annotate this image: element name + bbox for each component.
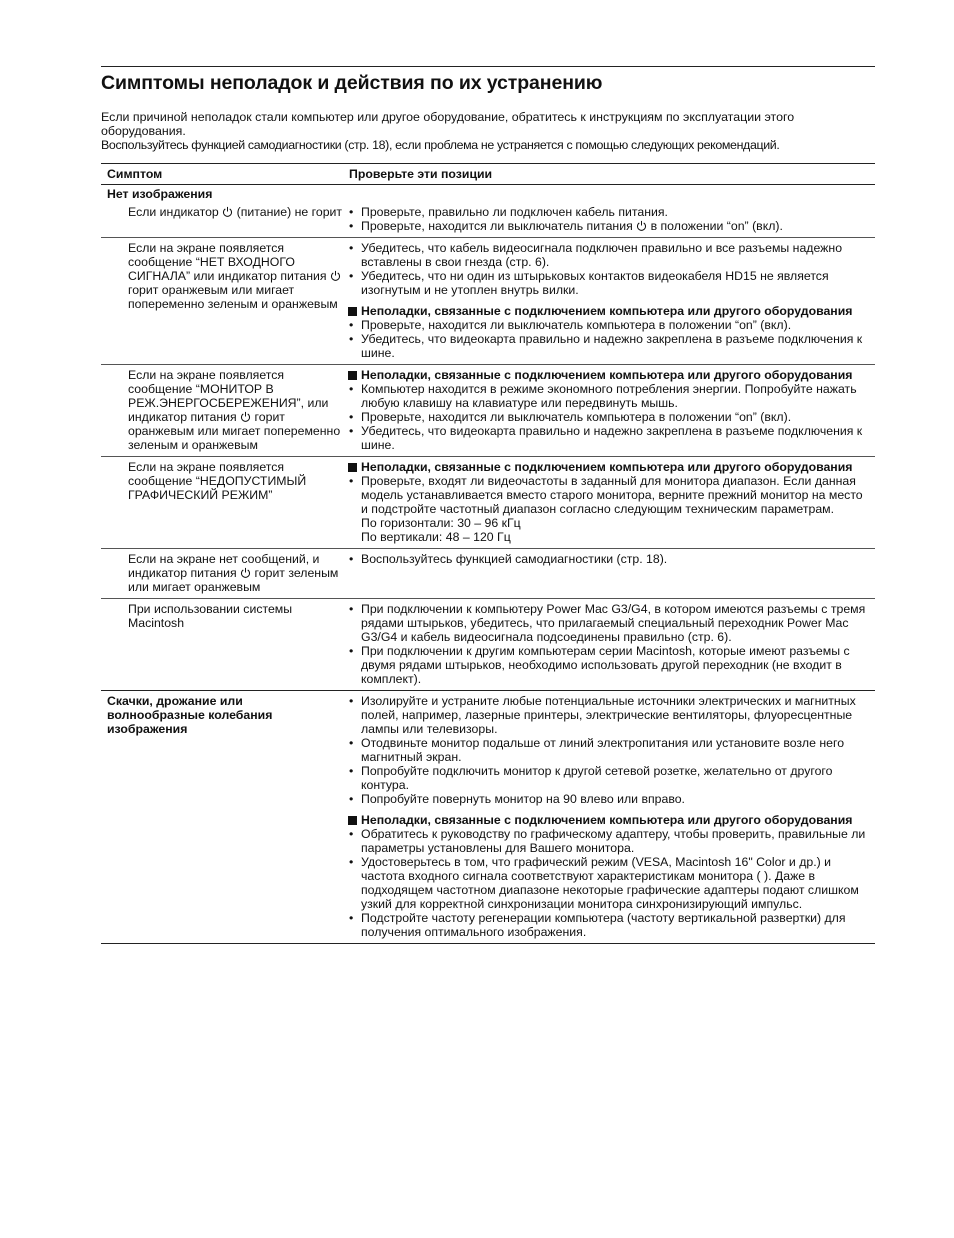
table-row bbox=[101, 549, 875, 599]
symptom-text: (питание) не горит bbox=[236, 205, 343, 219]
sub-heading: Неполадки, связанные с подключением компьютера или другого оборудования bbox=[347, 813, 871, 827]
check-cell bbox=[347, 691, 875, 944]
symptom-cell bbox=[101, 365, 347, 457]
table-row bbox=[101, 691, 875, 944]
table-row bbox=[101, 202, 875, 238]
symptom-cell: Если на экране появляется сообщение “НЕДОПУСТИМЫЙ ГРАФИЧЕСКИЙ РЕЖИМ” bbox=[101, 457, 347, 549]
list-item: • Проверьте, находится ли выключатель компьютера в положении “on” (вкл). bbox=[347, 318, 871, 332]
power-icon bbox=[222, 206, 233, 217]
list-item: • Убедитесь, что ни один из штырьковых контактов видеокабеля HD15 не является изогнутым и не утоплен внутрь вилки. bbox=[347, 269, 871, 297]
power-icon bbox=[240, 411, 251, 422]
table-row bbox=[101, 457, 875, 549]
symptom-text: горит зеленым или мигает оранжевым bbox=[128, 566, 339, 594]
intro-paragraph: Если причиной неполадок стали компьютер или другое оборудование, обратитесь к инструкциям по эксплуатации этого оборудования. bbox=[101, 110, 795, 138]
category-jitter: Скачки, дрожание или волнообразные колебания изображения bbox=[101, 691, 347, 944]
list-item: • Попробуйте повернуть монитор на 90 влево или вправо. bbox=[347, 792, 871, 806]
list-item: • Проверьте, находится ли выключатель питания в положении “on” (вкл). bbox=[347, 219, 871, 233]
list-item: • Попробуйте подключить монитор к другой сетевой розетке, желательно от другого контура. bbox=[347, 764, 871, 792]
check-cell bbox=[347, 238, 875, 365]
horizontal-frequency: По горизонтали: 30 – 96 кГц bbox=[361, 516, 521, 530]
check-cell bbox=[347, 457, 875, 549]
table-row bbox=[101, 238, 875, 365]
list-item: • Обратитесь к руководству по графическому адаптеру, чтобы проверить, правильные ли параметры установлены для Вашего монитора. bbox=[347, 827, 871, 855]
intro bbox=[101, 110, 875, 152]
list-item: • Проверьте, правильно ли подключен кабель питания. bbox=[347, 205, 871, 219]
power-icon bbox=[636, 220, 647, 231]
symptom-cell bbox=[101, 238, 347, 365]
list-item: • Удостоверьтесь в том, что графический режим (VESA, Macintosh 16" Color и др.) и частота входного сигнала соответствуют характеристикам монитора ( ). Даже в подходящем частотном диапазоне некоторые графические адаптеры подают слишком узкий для корректной синхронизации монитора синхронизирующий импульс. bbox=[347, 855, 871, 911]
check-cell bbox=[347, 365, 875, 457]
symptom-cell bbox=[101, 202, 347, 238]
list-item: • Убедитесь, что кабель видеосигнала подключен правильно и все разъемы надежно вставлены в свои гнезда (стр. 6). bbox=[347, 241, 871, 269]
symptom-text: горит оранжевым или мигает попеременно зеленым и оранжевым bbox=[128, 283, 338, 311]
list-item: • При подключении к компьютеру Power Mac G3/G4, в котором имеются разъемы с тремя рядами штырьков, убедитесь, что прилагаемый специальный переходник Power Mac G3/G4 и кабель видеосигнала подсоединены правильно (стр. 6). bbox=[347, 602, 871, 644]
list-item: • Проверьте, находится ли выключатель компьютера в положении “on” (вкл). bbox=[347, 410, 871, 424]
category-no-picture: Нет изображения bbox=[107, 187, 213, 201]
square-bullet-icon bbox=[348, 371, 357, 380]
list-item: • Убедитесь, что видеокарта правильно и надежно закреплена в разъеме подключения к шине. bbox=[347, 424, 871, 452]
troubleshooting-table bbox=[101, 163, 875, 944]
symptom-text: горит оранжевым или мигает попеременно зеленым и оранжевым bbox=[128, 410, 341, 452]
table-row bbox=[101, 365, 875, 457]
check-cell bbox=[347, 599, 875, 691]
page-title: Симптомы неполадок и действия по их устранению bbox=[101, 72, 603, 94]
square-bullet-icon bbox=[348, 463, 357, 472]
symptom-text: Если на экране нет сообщений, и индикатор питания bbox=[128, 552, 320, 580]
power-icon bbox=[240, 567, 251, 578]
symptom-cell bbox=[101, 549, 347, 599]
intro-paragraph: Воспользуйтесь функцией самодиагностики (стр. 18), если проблема не устраняется с помощью следующих рекомендаций. bbox=[101, 138, 780, 152]
header-check: Проверьте эти позиции bbox=[347, 164, 875, 185]
table-row bbox=[101, 599, 875, 691]
header-symptom: Симптом bbox=[101, 164, 347, 185]
list-item: • Компьютер находится в режиме экономного потребления энергии. Попробуйте нажать любую клавишу на клавиатуре или передвинуть мышь. bbox=[347, 382, 871, 410]
top-rule bbox=[101, 66, 875, 67]
symptom-text: Если на экране появляется сообщение “МОНИТОР В РЕЖ.ЭНЕРГОСБЕРЕЖЕНИЯ”, или индикатор питания bbox=[128, 368, 329, 424]
list-item: • Проверьте, входят ли видеочастоты в заданный для монитора диапазон. Если данная модель устанавливается вместо старого монитора, верните прежний монитор на место и подстройте частотный диапазон согласно следующим техническим параметрам. bbox=[347, 474, 871, 516]
sub-heading: Неполадки, связанные с подключением компьютера или другого оборудования bbox=[347, 460, 871, 474]
check-cell bbox=[347, 549, 875, 599]
page bbox=[101, 66, 875, 944]
list-item: • Изолируйте и устраните любые потенциальные источники электрических и магнитных полей, например, лазерные принтеры, электрические вентиляторы, флуоресцентные лампы или телевизоры. bbox=[347, 694, 871, 736]
symptom-cell: При использовании системы Macintosh bbox=[101, 599, 347, 691]
power-icon bbox=[330, 270, 341, 281]
list-item: • При подключении к другим компьютерам серии Macintosh, которые имеют разъемы с двумя рядами штырьков, необходимо использовать другой переходник (не входит в комплект). bbox=[347, 644, 871, 686]
list-item: • Отодвиньте монитор подальше от линий электропитания или установите возле него магнитный экран. bbox=[347, 736, 871, 764]
sub-heading: Неполадки, связанные с подключением компьютера или другого оборудования bbox=[347, 304, 871, 318]
square-bullet-icon bbox=[348, 816, 357, 825]
symptom-text: Если на экране появляется сообщение “НЕТ ВХОДНОГО СИГНАЛА” или индикатор питания bbox=[128, 241, 327, 283]
square-bullet-icon bbox=[348, 307, 357, 316]
symptom-text: Если индикатор bbox=[128, 205, 219, 219]
list-item: • Убедитесь, что видеокарта правильно и надежно закреплена в разъеме подключения к шине. bbox=[347, 332, 871, 360]
vertical-frequency: По вертикали: 48 – 120 Гц bbox=[361, 530, 511, 544]
sub-heading: Неполадки, связанные с подключением компьютера или другого оборудования bbox=[347, 368, 871, 382]
list-item: • Подстройте частоту регенерации компьютера (частоту вертикальной развертки) для получения оптимального изображения. bbox=[347, 911, 871, 939]
list-item: • Воспользуйтесь функцией самодиагностики (стр. 18). bbox=[347, 552, 871, 566]
check-cell bbox=[347, 202, 875, 238]
